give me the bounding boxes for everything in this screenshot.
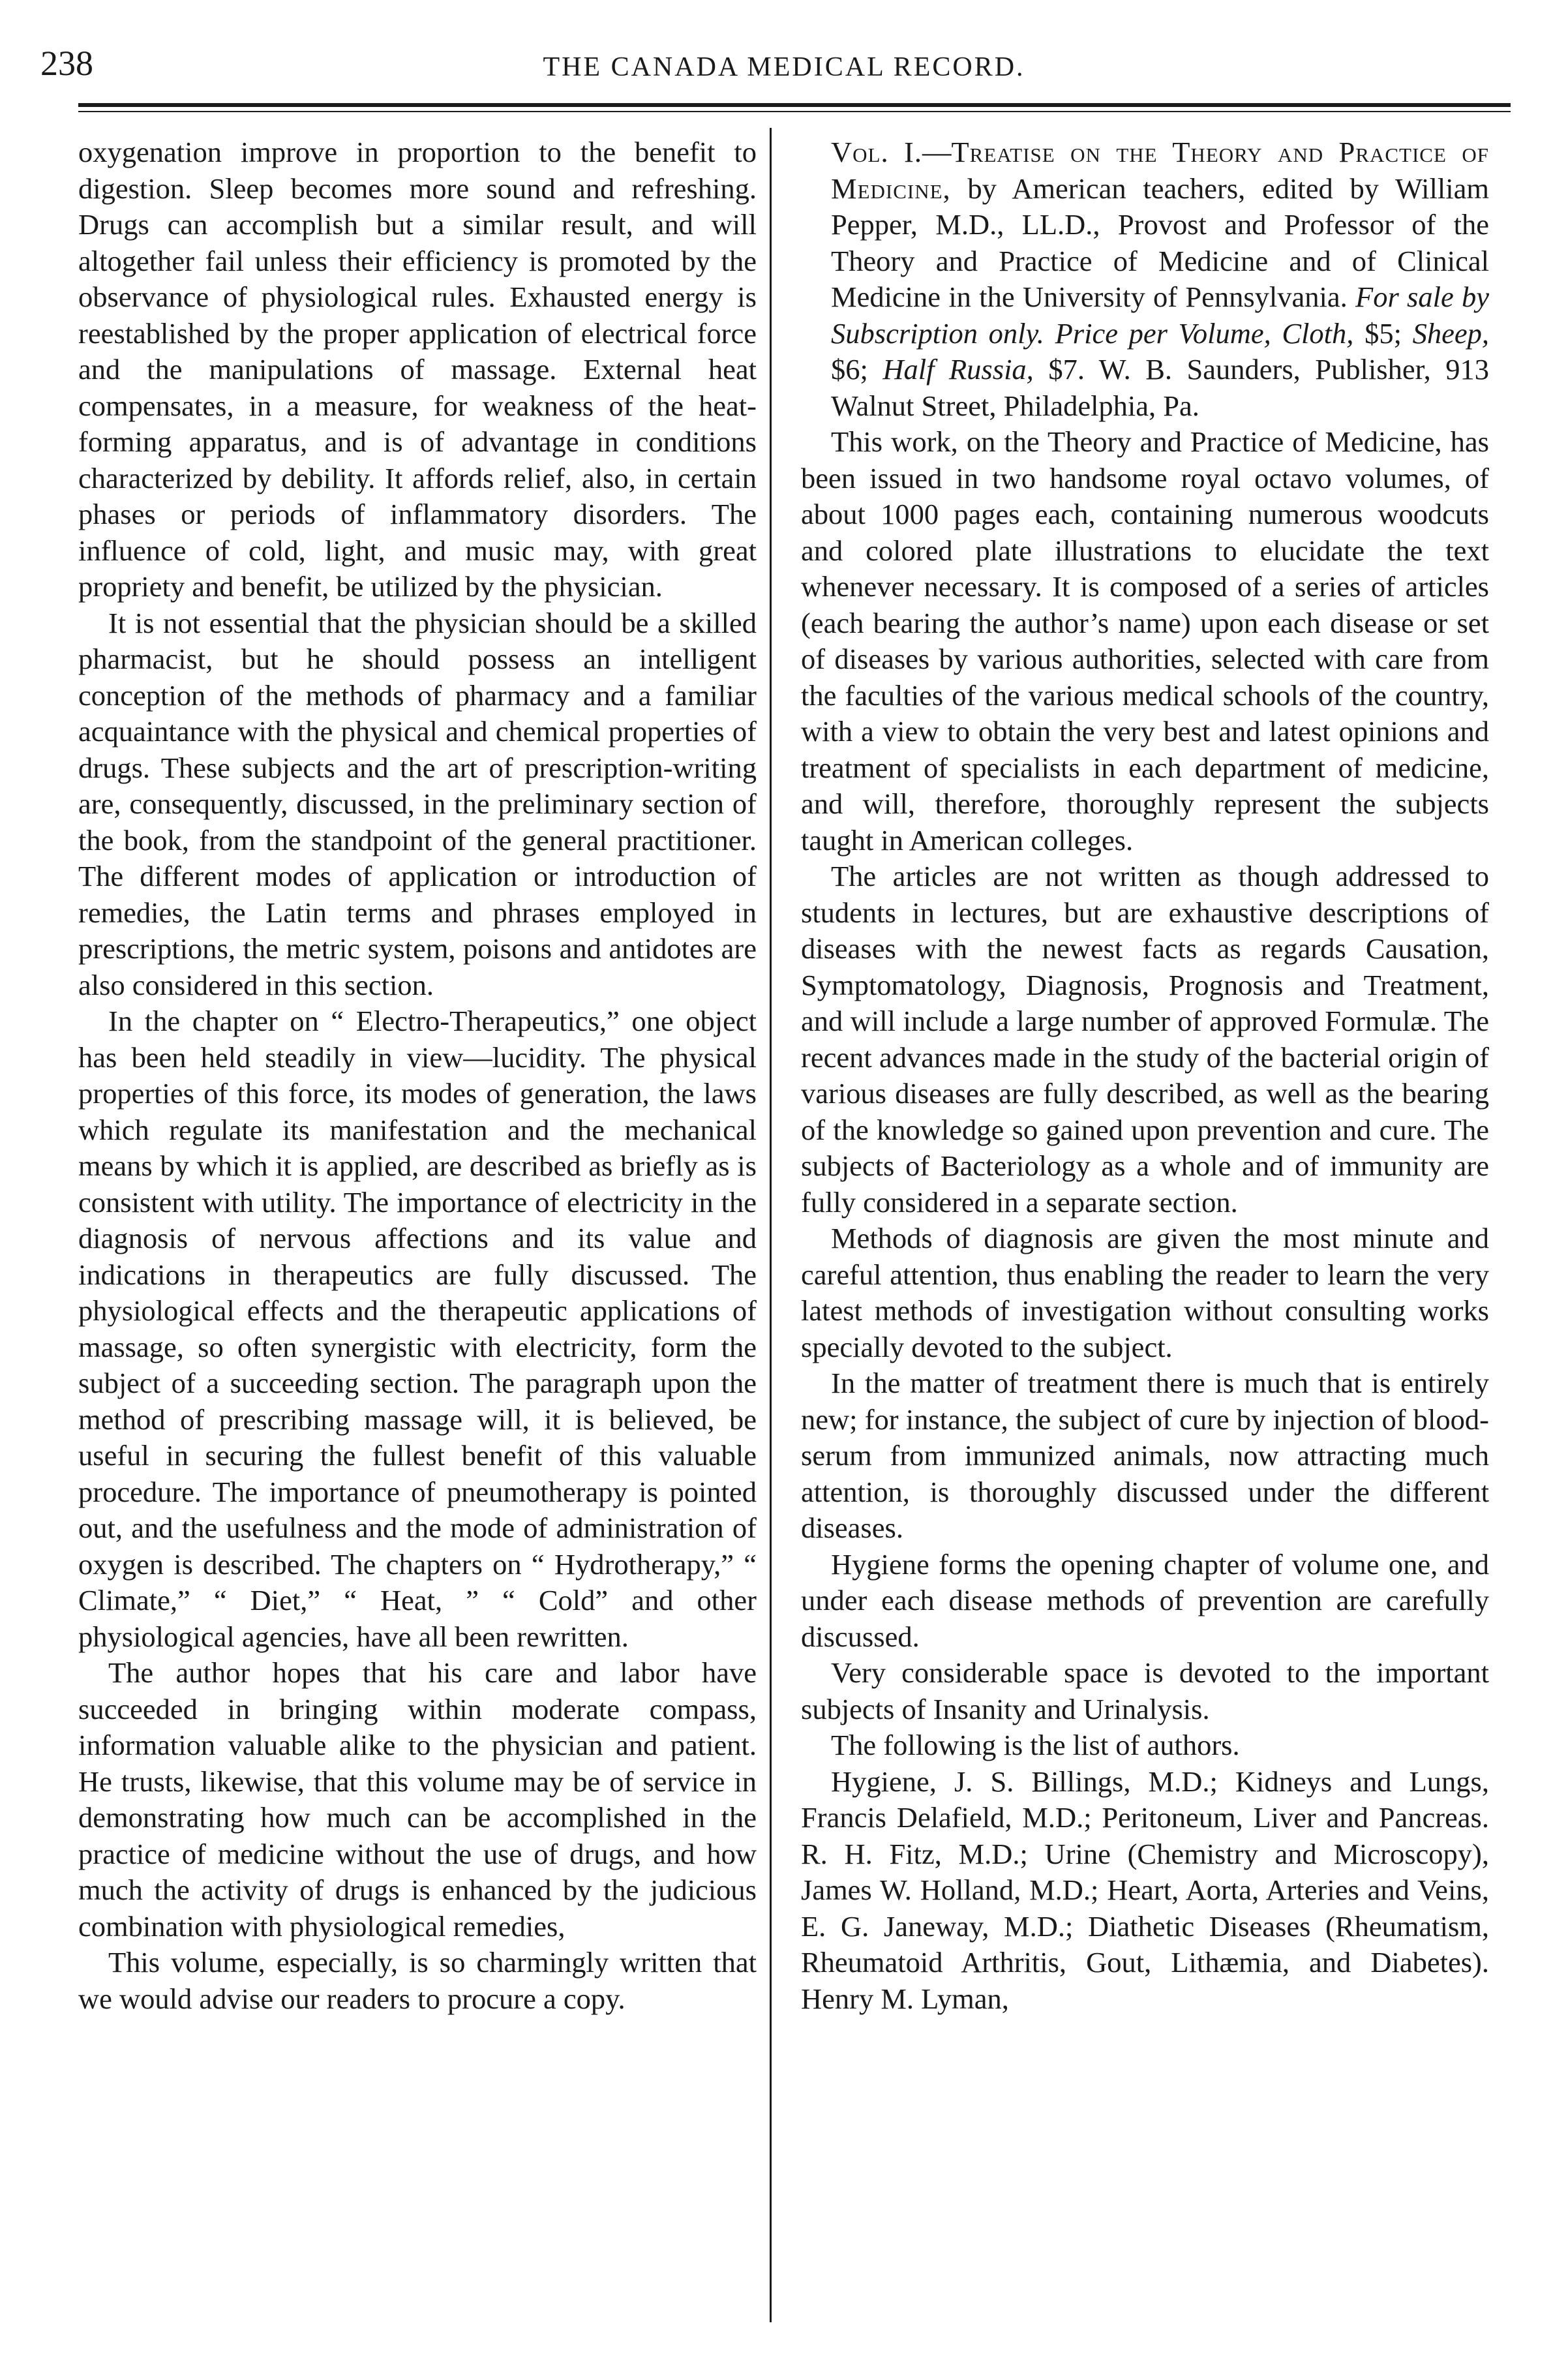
entry-body: by American teachers, edited by William Pepper, M.D., LL.D., Provost and Professor of the Theory and Practice of Medicine and of Clinical Medicine in the University of Pennsylvania. <box>831 172 1489 313</box>
paragraph: The author hopes that his care and labor have succeeded in bringing within moderate compass, information valuable alike to the physician and patient. He trusts, likewise, that this volume may be of service in demonstrating how much can be accomplished in the practice of medicine without the use of drugs, and how much the activity of drugs is enhanced by the judicious combination with physiological remedies, <box>78 1656 757 1943</box>
entry-sheep: Sheep, <box>1412 316 1489 350</box>
paragraph: It is not essential that the physician should be a skilled pharmacist, but he should possess an intelligent conception of the methods of pharmacy and a familiar acquaintance with the physical and chemical properties of drugs. These subjects and the art of prescription-writing are, consequently, discussed, in the preliminary section of the book, from the standpoint of the general practitioner. The different modes of application or introduction of remedies, the Latin terms and phrases employed in prescriptions, the metric system, poisons and antidotes are also considered in this section. <box>78 606 757 1001</box>
paragraph: In the chapter on “ Electro-Therapeutics,” one object has been held steadily in view—lucidity. The physical properties of this force, its modes of generation, the laws which regulate its manifestation and the mechanical means by which it is applied, are described as briefly as is consistent with utility. The importance of electricity in the diagnosis of nervous affections and its value and indications in therapeutics are fully discussed. The physiological effects and the therapeutic applications of massage, so often synergistic with electricity, form the subject of a succeeding section. The paragraph upon the method of prescribing massage will, it is believed, be useful in securing the fullest benefit of this valuable procedure. The importance of pneumotherapy is pointed out, and the usefulness and the mode of administration of oxygen is described. The chapters on “ Hydrotherapy,” “ Climate,” “ Diet,” “ Heat, ” “ Cold” and other physiological agencies, have all been rewritten. <box>78 1005 757 1653</box>
header-rule-thick <box>78 103 1511 107</box>
paragraph: Methods of diagnosis are given the most minute and careful attention, thus enabling the reader to learn the very latest methods of investigation without consulting works specially devoted to the subject. <box>801 1222 1489 1363</box>
paragraph: In the matter of treatment there is much that is entirely new; for instance, the subject of cure by injection of blood-serum from immunized animals, now attracting much attention, is thoroughly discussed under the different diseases. <box>801 1367 1489 1544</box>
running-title: THE CANADA MEDICAL RECORD. <box>543 52 1025 82</box>
entry-half-russia: Half Russia, <box>882 353 1034 386</box>
paragraph: Hygiene forms the opening chapter of volume one, and under each disease methods of prevention are carefully discussed. <box>801 1547 1489 1653</box>
paragraph: This volume, especially, is so charmingly written that we would advise our readers to procure a copy. <box>78 1946 757 2015</box>
paragraph: The articles are not written as though addressed to students in lectures, but are exhaustive descriptions of diseases with the newest facts as regards Causation, Symptomatology, Diagnosis, Prognosis and Treatment, and will include a large number of approved Formulæ. The recent advances made in the study of the bacterial origin of various diseases are fully described, as well as the bearing of the knowledge so gained upon prevention and cure. The subjects of Bacteriology as a whole and of immunity are fully considered in a separate section. <box>801 860 1489 1219</box>
page-number: 238 <box>40 44 93 83</box>
paragraph: The following is the list of authors. <box>831 1729 1240 1761</box>
entry-title: Treatise on the Theory and Practice of Medicine, <box>831 136 1489 205</box>
header-rule-thin <box>78 111 1511 112</box>
paragraph: Very considerable space is devoted to the important subjects of Insanity and Urinalysis. <box>801 1656 1489 1725</box>
right-column <box>801 134 1489 2017</box>
entry-price-sheep: $6; <box>831 353 883 386</box>
entry-volume: Vol. I. <box>831 136 922 168</box>
paragraph: This work, on the Theory and Practice of Medicine, has been issued in two handsome royal octavo volumes, of about 1000 pages each, containing numerous woodcuts and colored plate illustrations to elucidate the text whenever necessary. It is composed of a series of articles (each bearing the author’s name) upon each disease or set of diseases by various authorities, selected with care from the faculties of the various medical schools of the country, with a view to obtain the very best and latest opinions and treatment of specialists in each department of medicine, and will, therefore, thoroughly represent the subjects taught in American colleges. <box>801 425 1489 857</box>
paragraph: oxygenation improve in proportion to the benefit to digestion. Sleep becomes more sound and refreshing. Drugs can accomplish but a similar result, and will altogether fail unless their efficiency is promoted by the observance of physiological rules. Exhausted energy is reestablished by the proper application of electrical force and the manipulations of massage. External heat compensates, in a measure, for weakness of the heat-forming apparatus, and is of advantage in conditions characterized by debility. It affords relief, also, in certain phases or periods of inflammatory disorders. The influence of cold, light, and music may, with great propriety and benefit, be utilized by the physician. <box>78 136 757 603</box>
left-column <box>78 134 757 2017</box>
entry-price-cloth: $5; <box>1353 316 1413 350</box>
entry-sale-terms: For sale by Subscription only. Price per Volume, Cloth, <box>831 281 1489 350</box>
entry-publisher: $7. W. B. Saunders, Publisher, 913 Walnut Street, Philadelphia, Pa. <box>831 353 1489 422</box>
column-divider <box>770 128 772 2322</box>
paragraph: Hygiene, J. S. Billings, M.D.; Kidneys and Lungs, Francis Delafield, M.D.; Peritoneum, Liver and Pancreas. R. H. Fitz, M.D.; Urine (Chemistry and Microscopy), James W. Holland, M.D.; Heart, Aorta, Arteries and Veins, E. G. Janeway, M.D.; Diathetic Diseases (Rheumatism, Rheumatoid Arthritis, Gout, Lithæmia, and Diabetes). Henry M. Lyman, <box>801 1765 1489 2015</box>
book-entry <box>801 134 1489 424</box>
entry-dash: — <box>922 136 952 168</box>
